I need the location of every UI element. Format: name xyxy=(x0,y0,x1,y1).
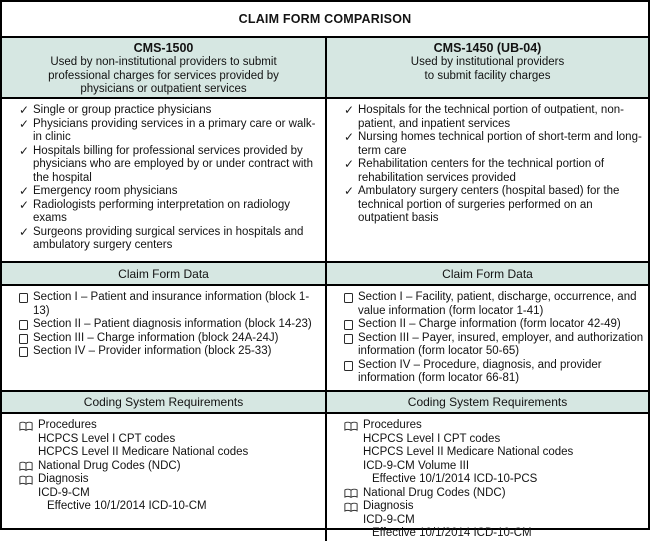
checkbox-icon xyxy=(19,345,33,357)
provider-item-text: Ambulatory surgery centers (hospital based) for the technical portion of surgeries performed on an outpatient basis xyxy=(358,185,620,224)
column-description xyxy=(2,56,325,97)
provider-item xyxy=(19,199,322,226)
coding-item xyxy=(344,433,645,447)
claim-form-data-row xyxy=(2,284,648,390)
checkmark-icon: ✓ xyxy=(19,116,30,131)
column-header-cms-1450 xyxy=(325,38,648,97)
providers-list-cms-1450 xyxy=(325,99,648,261)
checkbox-icon xyxy=(19,318,33,330)
claim-form-data-item xyxy=(19,318,322,332)
claim-form-data-list-cms-1500 xyxy=(2,286,325,390)
coding-item xyxy=(344,500,645,514)
coding-requirements-header-right: Coding System Requirements xyxy=(325,392,648,412)
claim-form-data-header-row xyxy=(2,261,648,284)
coding-item-text: Diagnosis xyxy=(363,500,414,512)
provider-item xyxy=(344,185,645,226)
coding-list-cms-1450 xyxy=(325,414,648,541)
column-description-line: Used by institutional providers xyxy=(410,56,565,68)
checkbox-icon xyxy=(344,318,358,330)
claim-form-data-item xyxy=(344,332,645,359)
claim-form-data-item xyxy=(344,291,645,318)
coding-requirements-row xyxy=(2,412,648,539)
coding-item xyxy=(19,500,322,514)
provider-item xyxy=(19,185,322,199)
checkbox-icon xyxy=(19,291,33,303)
claim-form-data-item xyxy=(19,332,322,346)
checkmark-icon: ✓ xyxy=(344,157,355,171)
provider-item-text: Radiologists performing interpretation on radiology exams xyxy=(33,198,290,224)
coding-item xyxy=(344,527,645,541)
claim-form-data-header-right: Claim Form Data xyxy=(325,263,648,284)
claim-form-data-item-text: Section II – Patient diagnosis information (block 14-23) xyxy=(33,318,312,330)
open-book-icon xyxy=(344,487,363,500)
coding-item-text: HCPCS Level II Medicare National codes xyxy=(38,446,249,458)
provider-item xyxy=(19,118,322,145)
checkmark-icon: ✓ xyxy=(344,184,355,198)
coding-item-text: HCPCS Level II Medicare National codes xyxy=(363,446,574,458)
provider-item-text: Rehabilitation centers for the technical portion of rehabilitation services provided xyxy=(358,158,605,184)
coding-item-text: ICD-9-CM xyxy=(363,513,415,526)
claim-form-data-item xyxy=(344,318,645,332)
coding-item-text: Effective 10/1/2014 ICD-10-PCS xyxy=(372,473,538,485)
provider-item xyxy=(344,131,645,158)
provider-item xyxy=(19,226,322,253)
coding-item-text: HCPCS Level I CPT codes xyxy=(38,432,176,445)
provider-item-text: Physicians providing services in a primary care or walk-in clinic xyxy=(33,117,316,143)
checkbox-icon xyxy=(19,332,33,344)
coding-item xyxy=(344,487,645,501)
providers-row xyxy=(2,97,648,261)
coding-item xyxy=(19,487,322,501)
coding-item xyxy=(344,460,645,474)
coding-item-text: Effective 10/1/2014 ICD-10-CM xyxy=(372,527,532,539)
checkbox-icon xyxy=(344,332,358,344)
checkmark-icon: ✓ xyxy=(19,143,30,158)
checkmark-icon: ✓ xyxy=(19,184,30,198)
open-book-icon xyxy=(19,419,38,432)
open-book-icon xyxy=(344,419,363,432)
coding-item-text: Effective 10/1/2014 ICD-10-CM xyxy=(47,500,207,512)
claim-form-data-item-text: Section II – Charge information (form locator 42-49) xyxy=(358,318,621,330)
checkmark-icon: ✓ xyxy=(19,224,30,239)
claim-form-data-item-text: Section III – Charge information (block 24A-24J) xyxy=(33,331,279,344)
open-book-icon xyxy=(19,473,38,486)
coding-item xyxy=(344,419,645,433)
coding-item xyxy=(19,446,322,460)
checkmark-icon: ✓ xyxy=(344,130,355,144)
column-header-row xyxy=(2,36,648,97)
provider-item xyxy=(344,158,645,185)
column-description-line: professional charges for services provided by xyxy=(48,69,279,82)
provider-item-text: Hospitals billing for professional services provided by physicians who are employed by or under contract with the hospital xyxy=(33,144,313,184)
coding-item xyxy=(344,473,645,487)
column-description-line: physicians or outpatient services xyxy=(80,83,247,95)
provider-item-text: Emergency room physicians xyxy=(33,185,178,197)
column-header-cms-1500 xyxy=(2,38,325,97)
claim-form-data-list-cms-1450 xyxy=(325,286,648,390)
coding-item xyxy=(19,433,322,447)
coding-item-text: National Drug Codes (NDC) xyxy=(38,459,181,472)
coding-item-text: ICD-9-CM Volume III xyxy=(363,459,470,472)
claim-form-data-item-text: Section I – Patient and insurance information (block 1-13) xyxy=(33,291,310,317)
table-title: CLAIM FORM COMPARISON xyxy=(238,12,412,26)
claim-form-data-item xyxy=(344,359,645,386)
coding-item xyxy=(19,419,322,433)
coding-item-text: HCPCS Level I CPT codes xyxy=(363,432,501,445)
checkmark-icon: ✓ xyxy=(19,103,30,117)
coding-item-text: Diagnosis xyxy=(38,473,89,485)
claim-form-data-item-text: Section I – Facility, patient, discharge, occurrence, and value information (form locator 1-41) xyxy=(358,291,637,317)
provider-item xyxy=(19,104,322,118)
provider-item xyxy=(19,145,322,186)
provider-item-text: Hospitals for the technical portion of outpatient, non-patient, and inpatient services xyxy=(358,104,624,130)
provider-item-text: Surgeons providing surgical services in hospitals and ambulatory surgery centers xyxy=(33,225,304,251)
column-title: CMS-1450 (UB-04) xyxy=(433,41,542,55)
claim-form-data-item-text: Section IV – Provider information (block 25-33) xyxy=(33,345,272,357)
open-book-icon xyxy=(19,460,38,473)
coding-item xyxy=(344,446,645,460)
checkmark-icon: ✓ xyxy=(19,197,30,212)
column-title: CMS-1500 xyxy=(133,41,194,55)
provider-item-text: Nursing homes technical portion of short-term and long-term care xyxy=(358,131,642,157)
coding-item-text: National Drug Codes (NDC) xyxy=(363,486,506,499)
provider-item xyxy=(344,104,645,131)
column-description-line: to submit facility charges xyxy=(424,69,551,82)
column-description-line: Used by non-institutional providers to submit xyxy=(50,56,277,68)
provider-item-text: Single or group practice physicians xyxy=(33,104,212,116)
coding-item-text: ICD-9-CM xyxy=(38,486,90,499)
coding-item-text: Procedures xyxy=(363,419,422,431)
checkbox-icon xyxy=(344,359,358,371)
coding-requirements-header-left: Coding System Requirements xyxy=(2,392,325,412)
providers-list-cms-1500 xyxy=(2,99,325,261)
claim-form-data-header-left: Claim Form Data xyxy=(2,263,325,284)
claim-form-data-item-text: Section IV – Procedure, diagnosis, and provider information (form locator 66-81) xyxy=(358,358,602,384)
claim-form-data-item xyxy=(19,291,322,318)
coding-item xyxy=(344,514,645,528)
coding-list-cms-1500 xyxy=(2,414,325,541)
coding-requirements-header-row xyxy=(2,390,648,412)
claim-form-data-item-text: Section III – Payer, insured, employer, and authorization information (form locator 50-65) xyxy=(358,331,644,357)
checkmark-icon: ✓ xyxy=(344,103,355,117)
coding-item xyxy=(19,460,322,474)
open-book-icon xyxy=(344,500,363,513)
coding-item-text: Procedures xyxy=(38,419,97,431)
column-description xyxy=(327,56,648,83)
checkbox-icon xyxy=(344,291,358,303)
coding-item xyxy=(19,473,322,487)
claim-form-data-item xyxy=(19,345,322,359)
